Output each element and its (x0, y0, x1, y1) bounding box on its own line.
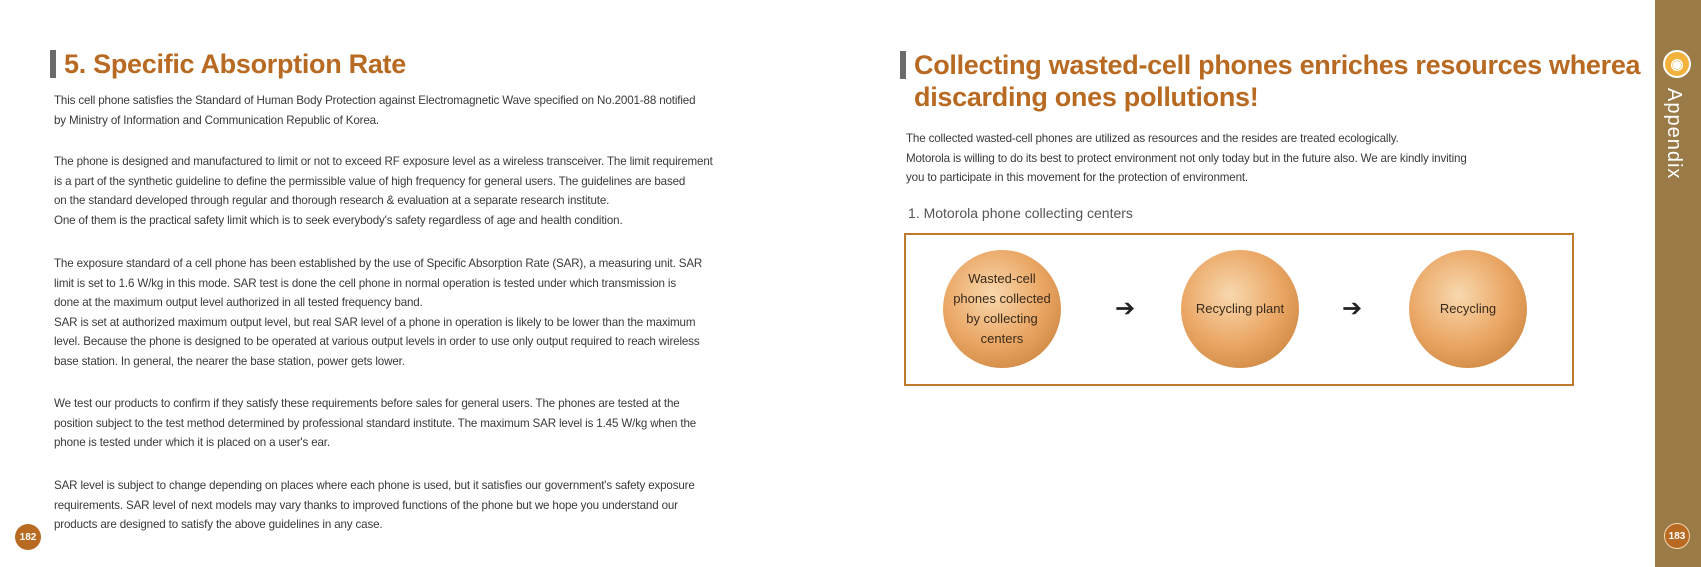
text-line: is a part of the synthetic guideline to define the permissible value of high frequency for general users. The guidelines are based (54, 174, 686, 188)
step-text-line: by collecting (966, 311, 1038, 326)
right-heading-line1: Collecting wasted-cell phones enriches resources wherea (914, 50, 1641, 80)
step-text-line: centers (980, 331, 1024, 346)
appendix-side-tab (1655, 0, 1701, 567)
appendix-icon: ◉ (1663, 50, 1691, 78)
text-line: The exposure standard of a cell phone has been established by the use of Specific Absorption Rate (SAR), a measuring unit. SAR (54, 257, 703, 270)
text-line: by Ministry of Information and Communication Republic of Korea. (54, 113, 379, 127)
text-line: base station. In general, the nearer the base station, power gets lower. (54, 354, 405, 368)
intro-paragraph (906, 129, 1467, 188)
text-line: phone is tested under which it is placed on a user's ear. (54, 436, 330, 449)
left-page (0, 0, 850, 567)
right-heading (900, 49, 1640, 113)
text-line: products are designed to satisfy the above guidelines in any case. (54, 518, 383, 531)
arrow-right-icon: ➔ (1115, 295, 1136, 322)
text-line: done at the maximum output level authorized in all tested frequency band. (54, 296, 423, 309)
text-line: This cell phone satisfies the Standard of Human Body Protection against Electromagnetic Wave specified on No.2001-88 notified (54, 94, 696, 107)
text-line: Motorola is willing to do its best to protect environment not only today but in the future also. We are kindly inviting (906, 151, 1467, 165)
text-line: you to participate in this movement for the protection of environment. (906, 171, 1249, 184)
text-line: level. Because the phone is designed to be operated at various output levels in order to use only output required to reach wireless (54, 335, 700, 348)
text-line: requirements. SAR level of next models may vary thanks to improved functions of the phone but we hope you understand our (54, 498, 678, 512)
flow-step-collected (943, 250, 1061, 368)
paragraph-3 (54, 254, 702, 371)
paragraph-5 (54, 476, 695, 535)
text-line: SAR level is subject to change depending on places where each phone is used, but it satisfies our government's safety exposure (54, 479, 695, 492)
text-line: The collected wasted-cell phones are utilized as resources and the resides are treated ecologically. (906, 132, 1399, 145)
paragraph-1 (54, 91, 695, 130)
collecting-centers-subheading: 1. Motorola phone collecting centers (908, 205, 1133, 221)
text-line: limit is set to 1.6 W/kg in this mode. SAR test is done the cell phone in normal operation is tested under which transmission is (54, 276, 676, 290)
flow-step-recycling-plant (1181, 250, 1299, 368)
page-number-right: 183 (1664, 523, 1690, 549)
text-line: We test our products to confirm if they satisfy these requirements before sales for general users. The phones are tested at the (54, 397, 680, 410)
step-text-line: Wasted-cell (968, 271, 1036, 286)
section-heading-text: 5. Specific Absorption Rate (64, 49, 406, 79)
step-text: Recycling plant (1195, 301, 1285, 316)
arrow-right-icon: ➔ (1342, 295, 1363, 322)
section-heading (50, 48, 406, 80)
text-line: SAR is set at authorized maximum output level, but real SAR level of a phone in operation is likely to be lower than the maximum (54, 315, 696, 329)
text-line: position subject to the test method determined by professional standard institute. The maximum SAR level is 1.45 W/kg when the (54, 416, 697, 430)
page-number-left: 182 (15, 524, 41, 550)
heading-bar (50, 50, 56, 78)
appendix-label: Appendix (1663, 88, 1685, 180)
paragraph-4 (54, 394, 696, 453)
paragraph-2 (54, 152, 713, 230)
heading-bar (900, 51, 906, 79)
recycling-flow-box (904, 233, 1574, 386)
step-text: Recycling (1439, 301, 1497, 316)
right-heading-line2: discarding ones pollutions! (914, 82, 1259, 112)
text-line: One of them is the practical safety limit which is to seek everybody's safety regardless of age and health condition. (54, 213, 623, 227)
text-line: The phone is designed and manufactured to limit or not to exceed RF exposure level as a wireless transceiver. The limit requirement (54, 155, 713, 168)
step-text-line: phones collected (953, 291, 1051, 306)
flow-step-recycling (1409, 250, 1527, 368)
text-line: on the standard developed through regular and thorough research & evaluation at a separate research institute. (54, 194, 610, 207)
